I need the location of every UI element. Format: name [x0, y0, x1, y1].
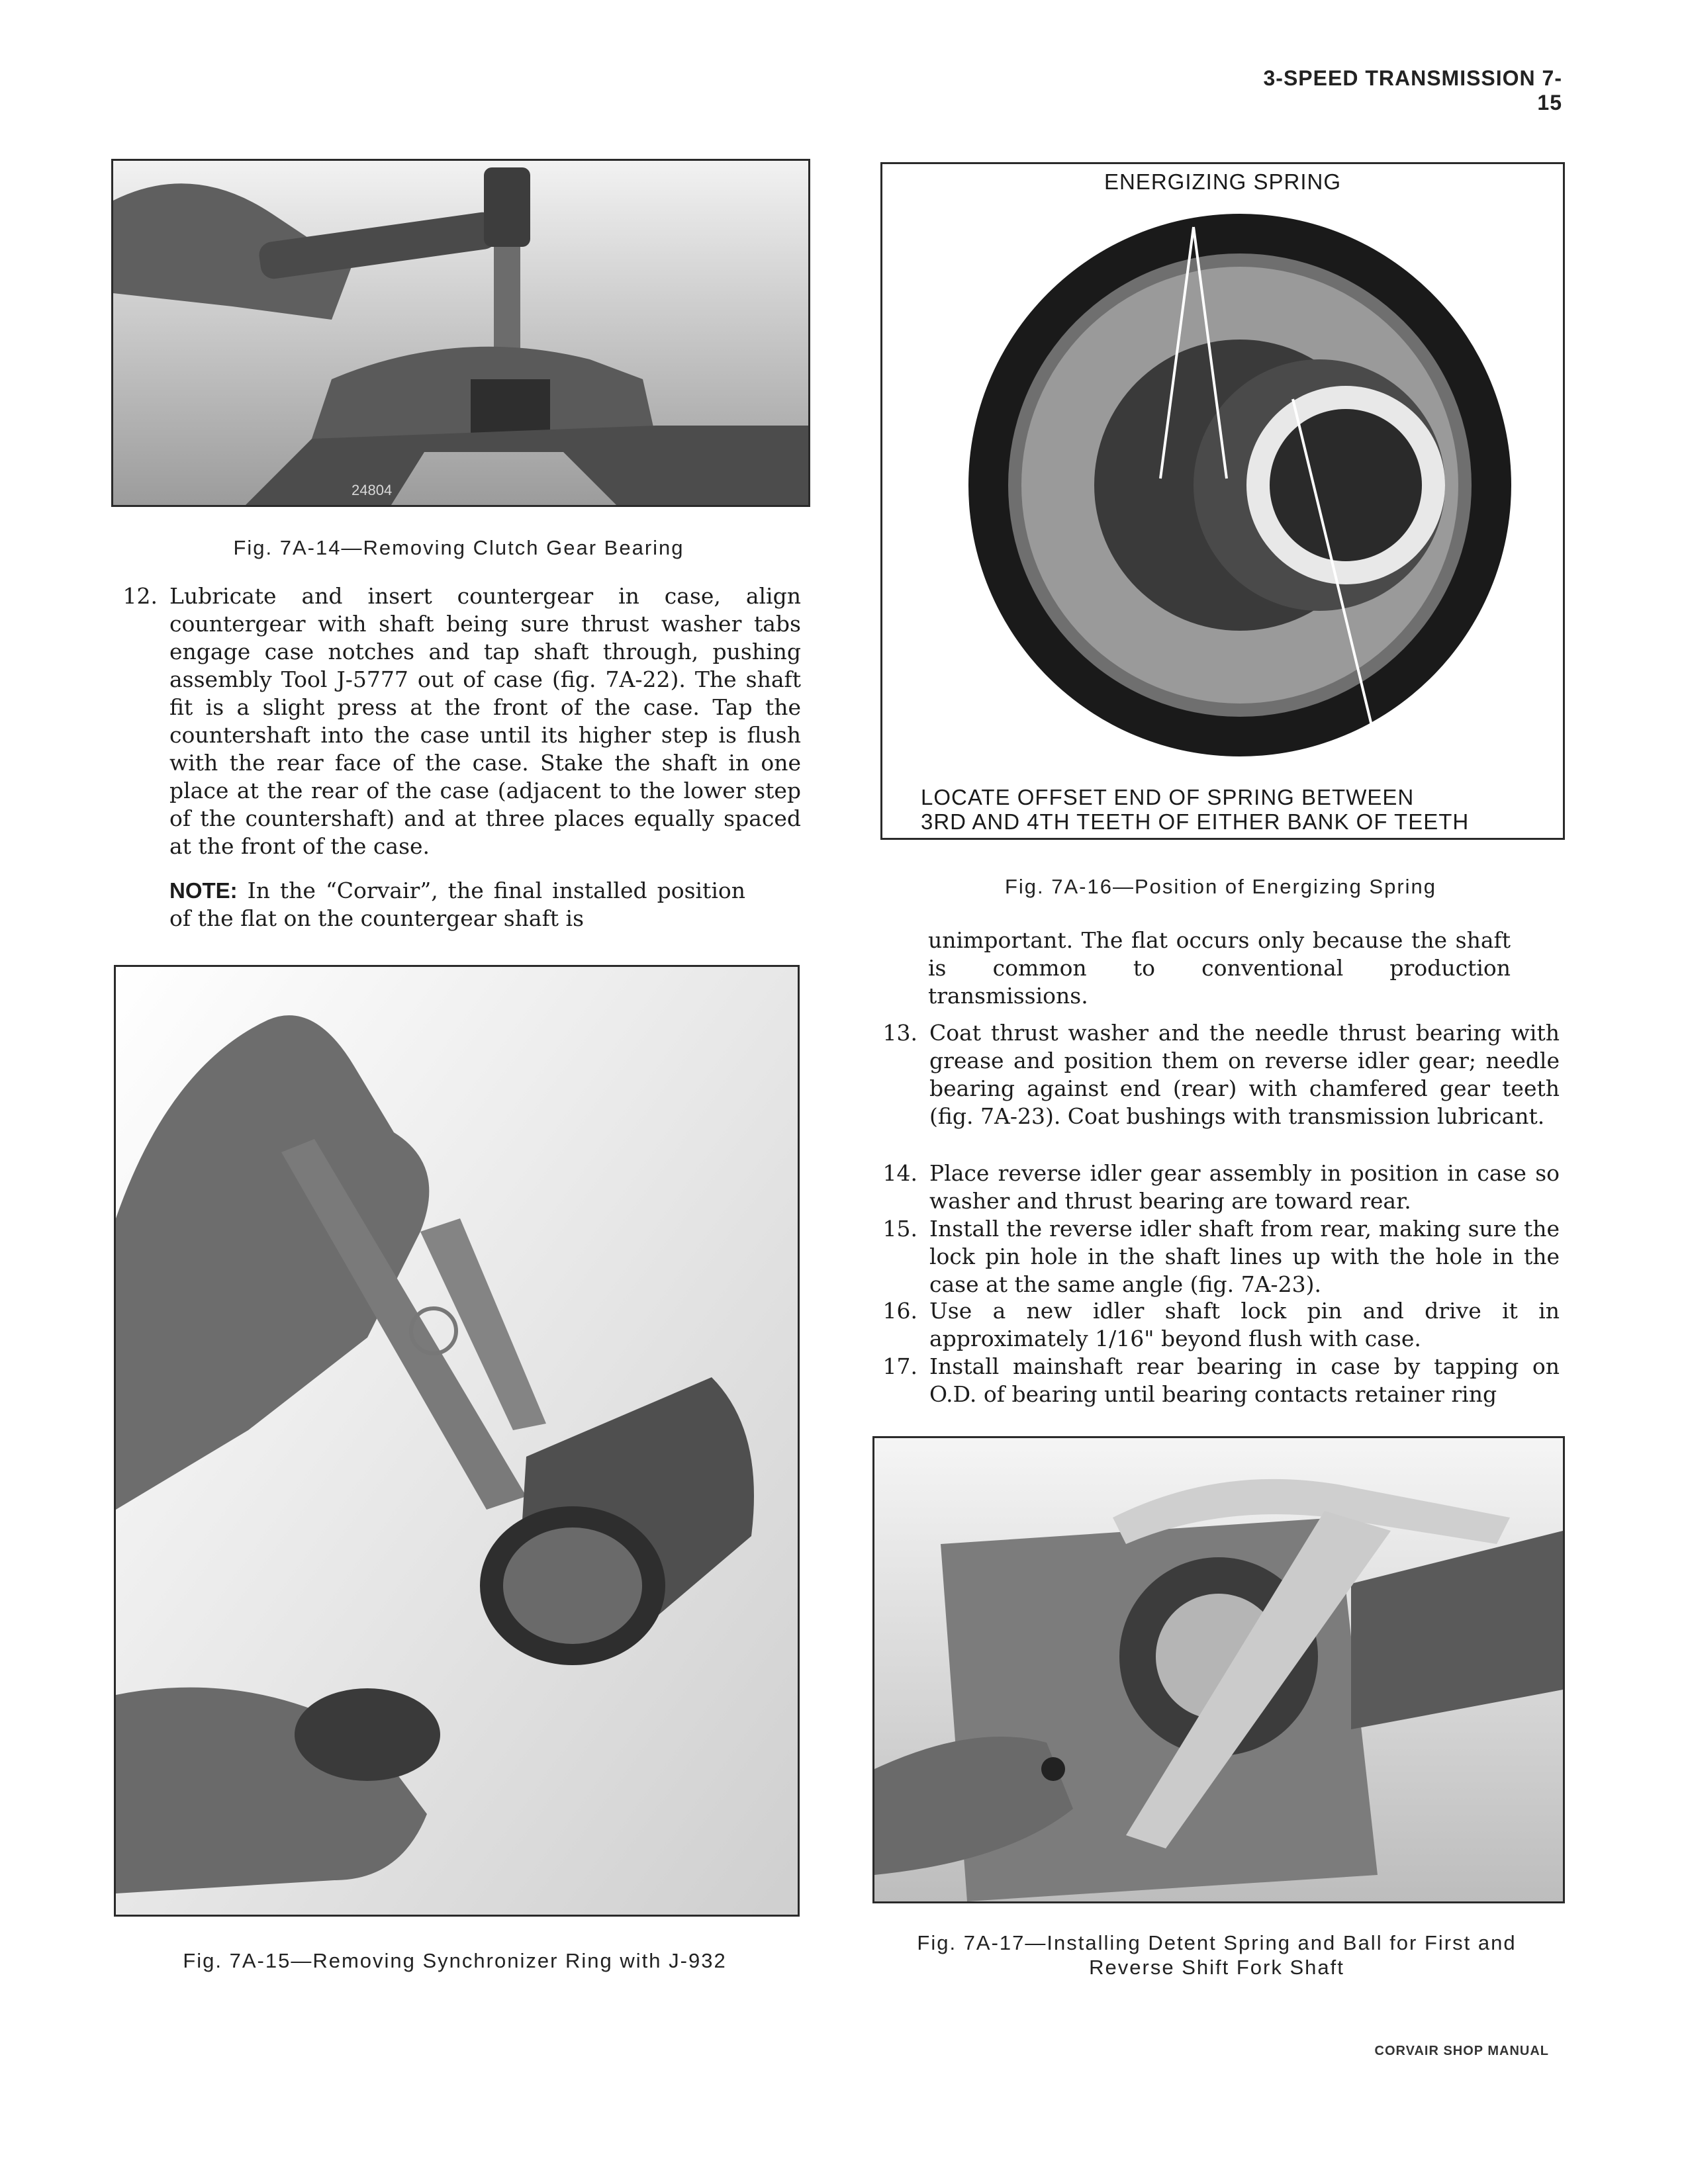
step-17	[871, 1353, 1560, 1408]
fig-7a-16-caption: Fig. 7A-16—Position of Energizing Spring	[1004, 875, 1437, 898]
fig-7a-14-caption: Fig. 7A-14—Removing Clutch Gear Bearing	[233, 536, 684, 559]
note-text-part1: In the “Corvair”, the final installed position of the flat on the countergear shaft is	[169, 878, 745, 931]
figure-synchronizer-ring-photo	[114, 965, 800, 1917]
step-number: 17.	[882, 1353, 917, 1379]
note-block	[169, 877, 745, 933]
step-number: 13.	[882, 1020, 917, 1046]
note-continuation: unimportant. The flat occurs only because the shaft is common to conventional production transmissions.	[928, 927, 1511, 1009]
page-footer: CORVAIR SHOP MANUAL	[1374, 2044, 1549, 2058]
synchronizer-ring-illustration	[116, 967, 798, 1915]
figure-detent-spring-photo	[872, 1436, 1565, 1903]
clutch-gear-illustration	[113, 161, 808, 505]
photo-stamp-number: 24804	[352, 482, 393, 498]
label-locate-offset-line2: 3RD AND 4TH TEETH OF EITHER BANK OF TEETH	[921, 809, 1470, 834]
step-16	[871, 1297, 1560, 1353]
step-14	[871, 1160, 1560, 1215]
note-label: NOTE:	[169, 878, 238, 903]
figure-energizing-spring-photo	[880, 162, 1565, 840]
page-header: 3-SPEED TRANSMISSION 7-15	[1263, 66, 1562, 114]
label-energizing-spring: ENERGIZING SPRING	[1103, 169, 1342, 194]
step-number: 12.	[122, 583, 158, 609]
step-15	[871, 1215, 1560, 1298]
step-13	[871, 1019, 1560, 1130]
gear-illustration	[882, 201, 1563, 783]
fig-7a-15-caption: Fig. 7A-15—Removing Synchronizer Ring with J-932	[183, 1949, 727, 1972]
step-number: 16.	[882, 1298, 917, 1324]
step-text: Coat thrust washer and the needle thrust bearing with grease and position them on reverse idler gear; needle bearing against end (rear) with chamfered gear teeth (fig. 7A-23). Coat bushings with transmission lubricant.	[929, 1020, 1560, 1129]
fig-7a-17-caption-line1: Fig. 7A-17—Installing Detent Spring and Ball for First and	[917, 1931, 1517, 1954]
step-text: Install mainshaft rear bearing in case by tapping on O.D. of bearing until bearing contacts retainer ring	[929, 1353, 1560, 1407]
fig-7a-17-caption-line2: Reverse Shift Fork Shaft	[1089, 1956, 1344, 1979]
label-locate-offset-line1: LOCATE OFFSET END OF SPRING BETWEEN	[921, 785, 1415, 809]
step-number: 14.	[882, 1160, 917, 1186]
step-text: Use a new idler shaft lock pin and drive it in approximately 1/16" beyond flush with case.	[929, 1298, 1560, 1351]
step-text: Place reverse idler gear assembly in position in case so washer and thrust bearing are toward rear.	[929, 1160, 1560, 1214]
detent-spring-illustration	[874, 1438, 1563, 1901]
step-12	[111, 582, 801, 867]
figure-clutch-gear-bearing-photo	[111, 159, 810, 507]
step-text: Lubricate and insert countergear in case, align countergear with shaft being sure thrust washer tabs engage case notches and tap shaft through, pushing assembly Tool J-5777 out of case (fig. 7A-22). The shaft fit is a slight press at the front of the case. Tap the countershaft into the case until its higher step is flush with the rear face of the case. Stake the shaft in one place at the rear of the case (adjacent to the lower step of the countershaft) and at three places equally spaced at the front of the case.	[169, 583, 801, 859]
step-text: Install the reverse idler shaft from rear, making sure the lock pin hole in the shaft lines up with the hole in the case at the same angle (fig. 7A-23).	[929, 1216, 1560, 1297]
step-number: 15.	[882, 1216, 917, 1242]
